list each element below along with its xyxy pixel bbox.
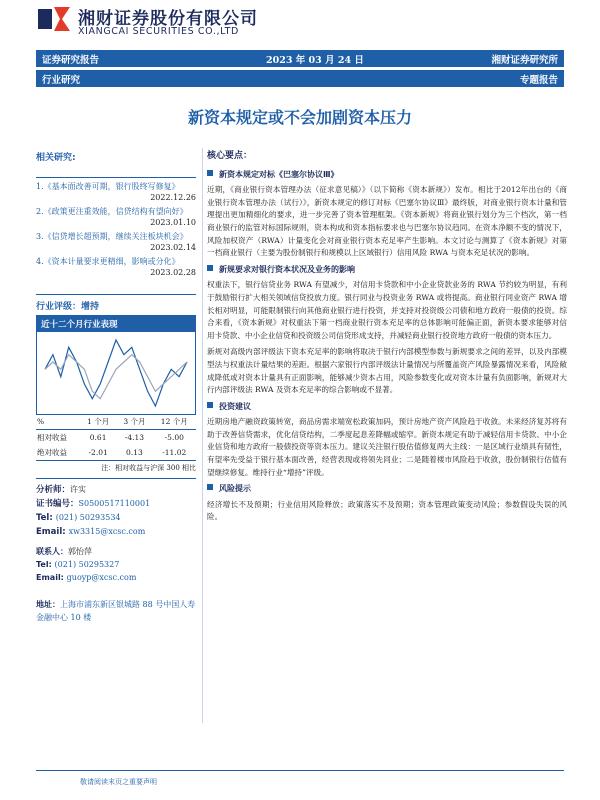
paragraph: 近期，《商业银行资本管理办法（征求意见稿）》（以下简称《资本新规》）发布。相比于2012年出台的《商业银行资本管理办法（试行）》，新资本规定的修订对标《巴塞尔协议Ⅲ》最终版，对商业银行资本计量和管理提出更加精细化的要求，进一步完善了资本管理框架。《资本新规》将商业银行划分为三个档次，第一档商业银行的监管对标国际规则，资本构成和资本指标要求也与巴塞尔协议趋同。在资本净额不变的情况下，风险加权资产（RWA）计量变化会对商业银行资本充足率产生影响。本文讨论与测算了《资本新规》对第一档商业银行（主要为股份制银行和规模以上区域银行）信用风险 RWA 与资本充足状况的影响。 [207, 185, 567, 258]
performance-table: % 1 个月 3 个月 12 个月 相对收益 0.61 -4.13 -5.00 绝对收益 -2.01 0.13 -11.02 [36, 414, 196, 460]
page-title: 新资本规定或不会加剧资本压力 [187, 108, 412, 127]
report-kind: 专题报告 [519, 75, 558, 86]
paragraph: 经济增长不及预期；行业信用风险释放；政策落实不及预期；资本管理政策变动风险；参数假设失误的风险。 [207, 499, 567, 522]
section-heading: 风险提示 [207, 483, 567, 496]
footer-disclaimer: 敬请阅读末页之重要声明 [80, 778, 157, 786]
series-line-1 [45, 355, 187, 399]
bullet-square-icon [207, 484, 213, 490]
chart-title: 近十二个月行业表现 [37, 316, 195, 332]
header-bar-bottom [36, 70, 564, 87]
contact-info: 联系人：郭怡萍 Tel: (021) 50295327 Email: guoyp@xcsc.com [36, 547, 137, 582]
report-category: 行业研究 [42, 75, 81, 86]
analyst-info: 分析师：许实 证书编号：S0500517110001 Tel: (021) 50293534 Email: xw3315@xcsc.com [36, 478, 196, 539]
column-divider [202, 148, 203, 723]
related-research [36, 150, 196, 278]
table-row: 相对收益 0.61 -4.13 -5.00 [37, 433, 184, 442]
table-row: 绝对收益 -2.01 0.13 -11.02 [37, 448, 187, 457]
series-line-0 [45, 340, 187, 406]
related-item[interactable]: 1.《基本面改善可期，银行股终写修复》 2022.12.26 [36, 182, 196, 202]
contact-email[interactable]: guoyp@xcsc.com [66, 573, 137, 582]
related-item[interactable]: 3.《信贷增长超预期，继续关注板块机会》 2023.02.14 [36, 232, 196, 252]
performance-chart-plot [37, 332, 195, 414]
key-points-title: 核心要点： [207, 151, 253, 161]
bullet-square-icon [207, 402, 213, 408]
performance-chart [36, 315, 196, 415]
analyst-name: 许实 [70, 485, 87, 494]
analyst-email[interactable]: xw3315@xcsc.com [68, 527, 146, 536]
section-heading: 新资本规定对标《巴塞尔协议Ⅲ》 [207, 169, 567, 182]
performance-note: 注：相对收益与沪深 300 相比 [36, 460, 196, 473]
report-date: 2023 年 03 月 24 日 [266, 55, 364, 66]
paragraph: 近期房地产融资政策转宽，商品房需求端宽松政策加码，预计房地产资产风险趋于收敛。未来经济复苏将有助于改善信贷需求，优化信贷结构，二季度起息差降幅或缩窄。新资本规定有助于减轻信用卡贷款、中小企业信贷和地方政府一般债投资等资本压力。建议关注银行股估值修复两大主线：一是区域行业绩具有韧性，有望率先受益于银行基本面改善，经营表现或将领先同业；二是随着楼市风险趋于收敛，股份制银行估值有望继续修复。维持行业“增持”评级。 [207, 417, 567, 477]
address: 地址：上海市浦东新区银城路 88 号中国人寿金融中心 10 楼 [36, 600, 196, 622]
institute-name: 湘财证券研究所 [491, 55, 558, 66]
footer-divider [36, 770, 564, 771]
related-item[interactable]: 4.《资本计量要求更精细，影响或分化》 2023.02.28 [36, 257, 196, 277]
related-item[interactable]: 2.《政策更注重效能，信贷结构有望向好》 2023.01.10 [36, 207, 196, 227]
brand-name-en: XIANGCAI SECURITIES CO.,LTD [78, 26, 239, 37]
report-type: 证券研究报告 [42, 55, 100, 66]
section-heading: 新规要求对银行资本状况及业务的影响 [207, 264, 567, 277]
paragraph: 新规对高级内部评级法下资本充足率的影响将取决于银行内部模型参数与新规要求之间的差异，以及内部模型法与权重法计量结果的差距。根据六家银行内部评级法计量情况与所覆盖资产风险暴露情况来看，风险敞成降低或对资本计量具有正面影响，能够减少资本占用，风险参数变化或对资本计量有负面影响，新规对大行内部评级法 RWA 及资本充足率的综合影响或不显著。 [207, 347, 567, 395]
section-heading: 投资建议 [207, 401, 567, 414]
industry-rating: 行业评级：增持 [36, 294, 196, 312]
related-title: 相关研究: [36, 153, 76, 163]
key-points [207, 150, 567, 528]
cert-number: S0500517110001 [78, 499, 151, 508]
header-bar-top [36, 50, 564, 67]
paragraph: 权重法下，银行信贷业务 RWA 有望减少，对信用卡贷款和中小企业贷款业务的 RWA 节约较为明显，有利于鼓励银行扩大相关领域信贷投放力度。银行同业与投资业务 RWA 或将提高。商业银行同业资产 RWA 增长相对明显，可能限制银行向其他商业银行进行投资，并支持对投资级公司债和地方政府一般债的投资。综合来看，《资本新规》对权重法下第一档商业银行资本充足率的总体影响可能偏正面，新资本要求能够对信用卡贷款、中小企业信贷和投资级公司信贷形成支持，并减轻商业银行投资地方政府一般债的资本压力。 [207, 280, 567, 340]
company-logo-icon [36, 3, 72, 35]
bullet-square-icon [207, 265, 213, 271]
brand-name-cn: 湘财证券股份有限公司 [78, 9, 258, 29]
bullet-square-icon [207, 170, 213, 176]
related-list [36, 177, 196, 278]
